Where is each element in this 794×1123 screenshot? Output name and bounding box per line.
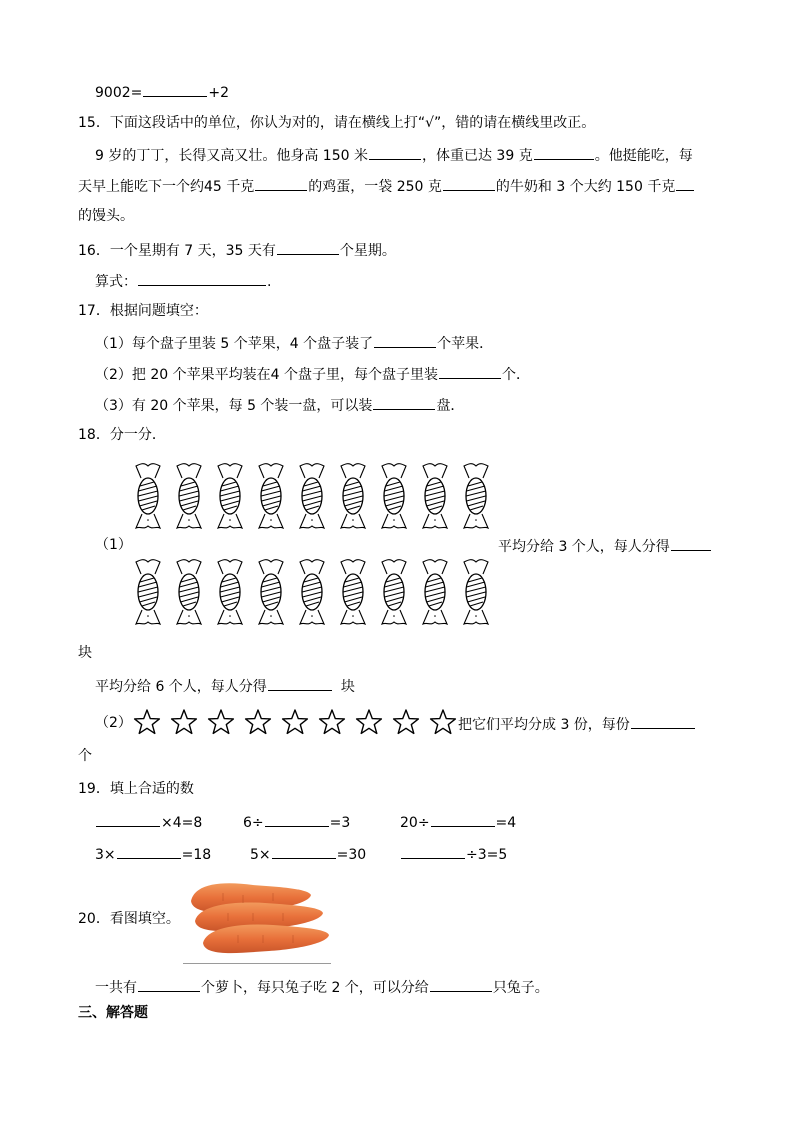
q19-eq5-a: 5× [250, 847, 271, 863]
q15-text6: 的牛奶和 3 个大约 150 千克 [495, 179, 676, 195]
q18-share3-line [498, 536, 712, 556]
q18-share6-unit: 块 [340, 679, 355, 695]
star-icon [133, 708, 161, 736]
image-underline [183, 963, 331, 964]
q16-formula-blank[interactable] [138, 271, 266, 286]
q20-text-c: 只兔子。 [492, 980, 549, 996]
candy-icon [173, 460, 205, 532]
q15-line1 [95, 145, 693, 165]
q17-sub2-a: （2）把 20 个苹果平均装在4 个盘子里，每个盘子里装 [95, 367, 438, 383]
candy-icon [460, 460, 492, 532]
q19-eq6 [400, 844, 507, 864]
q18-stars-line [458, 714, 696, 734]
q18-blank-stars[interactable] [631, 714, 695, 729]
star-icon [281, 708, 309, 736]
q16-text-a: 16．一个星期有 7 天，35 天有 [78, 243, 276, 259]
q18-stars-text: 把它们平均分成 3 份，每份 [458, 717, 630, 733]
q19-eq2-b: =3 [329, 815, 351, 831]
candy-row-bottom [132, 556, 501, 628]
q15-text4: 天早上能吃下一个约45 千克 [78, 179, 255, 195]
q19-eq6-text: ÷3=5 [466, 847, 508, 863]
q18-share6-line [95, 676, 355, 696]
candy-icon [337, 556, 369, 628]
q17-sub1-a: （1）每个盘子里装 5 个苹果，4 个盘子装了 [95, 336, 374, 352]
q17-sub3-a: （3）有 20 个苹果，每 5 个装一盘，可以装 [95, 398, 373, 414]
q20-blank-rabbits[interactable] [430, 977, 492, 992]
q16-line [78, 240, 396, 260]
q17-sub3-b: 盘． [436, 398, 465, 414]
q18-share6-text: 平均分给 6 个人，每人分得 [95, 679, 267, 695]
star-icon [207, 708, 235, 736]
q14-line [95, 82, 229, 102]
candy-icon [296, 460, 328, 532]
q18-part2-label: （2） [95, 715, 132, 731]
q19-eq3-b: =4 [495, 815, 517, 831]
q18-share3-text: 平均分给 3 个人，每人分得 [498, 539, 670, 555]
carrots-image [183, 873, 331, 963]
q15-blank-egg[interactable] [255, 176, 307, 191]
q15-blank-height[interactable] [369, 145, 421, 160]
candy-icon [419, 556, 451, 628]
q20-text-a: 一共有 [95, 980, 137, 996]
q17-sub1-b: 个苹果． [437, 336, 494, 352]
q18-blank-share3[interactable] [671, 536, 711, 551]
q14-blank[interactable] [143, 82, 207, 97]
q19-title: 19．填上合适的数 [78, 781, 194, 797]
star-icon [170, 708, 198, 736]
star-icon [244, 708, 272, 736]
q18-unit: 块 [78, 645, 92, 661]
star-icon [318, 708, 346, 736]
q18-title: 18．分一分． [78, 427, 166, 443]
candy-icon [214, 460, 246, 532]
q19-eq4-b: =18 [181, 847, 212, 863]
q18-ge: 个 [78, 748, 92, 764]
q17-sub1 [95, 333, 493, 353]
candy-icon [337, 460, 369, 532]
q19-eq3 [400, 812, 516, 832]
q15-blank-milk[interactable] [443, 176, 495, 191]
candy-icon [255, 460, 287, 532]
q19-eq3-a: 20÷ [400, 815, 430, 831]
q19-eq5 [250, 844, 366, 864]
star-icon [355, 708, 383, 736]
q15-text5: 的鸡蛋，一袋 250 克 [308, 179, 442, 195]
q19-eq1 [95, 812, 202, 832]
star-row [133, 708, 466, 736]
q15-blank-weight[interactable] [534, 145, 594, 160]
q20-answer-line [95, 977, 549, 997]
candy-icon [173, 556, 205, 628]
q17-sub2-b: 个． [501, 367, 530, 383]
q15-blank-bun[interactable] [676, 176, 694, 191]
q17-blank1[interactable] [374, 333, 436, 348]
q19-blank1[interactable] [96, 812, 160, 827]
q17-sub3 [95, 395, 464, 415]
q15-line3: 的馒头。 [78, 208, 134, 224]
star-icon [429, 708, 457, 736]
candy-icon [460, 556, 492, 628]
q19-blank2[interactable] [265, 812, 329, 827]
q16-dot: . [267, 274, 272, 290]
candy-icon [214, 556, 246, 628]
q17-sub2 [95, 364, 530, 384]
q16-formula-line [95, 271, 271, 291]
candy-row-top [132, 460, 501, 532]
q19-eq1-text: ×4=8 [161, 815, 203, 831]
star-icon [392, 708, 420, 736]
q17-blank2[interactable] [439, 364, 501, 379]
q14-left: 9002= [95, 85, 143, 101]
candy-icon [132, 460, 164, 532]
candy-icon [378, 556, 410, 628]
candy-icon [296, 556, 328, 628]
q19-eq2 [243, 812, 350, 832]
q18-part1-label: （1） [95, 537, 132, 553]
q19-blank3[interactable] [431, 812, 495, 827]
q19-eq2-a: 6÷ [243, 815, 264, 831]
candy-icon [419, 460, 451, 532]
q20-title: 20．看图填空。 [78, 911, 180, 927]
q16-blank[interactable] [277, 240, 339, 255]
section-3-heading: 三、解答题 [78, 1005, 148, 1021]
q16-formula-label: 算式： [95, 274, 137, 290]
q15-line2 [78, 176, 695, 196]
q17-title: 17．根据问题填空： [78, 303, 208, 319]
q15-title: 15．下面这段话中的单位，你认为对的，请在横线上打“√”，错的请在横线里改正。 [78, 115, 596, 131]
q19-blank6[interactable] [401, 844, 465, 859]
candy-icon [378, 460, 410, 532]
q20-blank-count[interactable] [138, 977, 200, 992]
q19-eq4 [95, 844, 211, 864]
q17-blank3[interactable] [373, 395, 435, 410]
q14-right: +2 [208, 85, 229, 101]
candy-icon [255, 556, 287, 628]
q19-eq5-b: =30 [336, 847, 367, 863]
q19-blank4[interactable] [117, 844, 181, 859]
q15-text2: ，体重已达 39 克 [421, 148, 533, 164]
candy-icon [132, 556, 164, 628]
q16-text-b: 个星期。 [339, 243, 396, 259]
q19-eq4-a: 3× [95, 847, 116, 863]
q15-text1: 9 岁的丁丁，长得又高又壮。他身高 150 米 [95, 148, 368, 164]
q20-text-b: 个萝卜，每只兔子吃 2 个，可以分给 [201, 980, 429, 996]
q18-blank-share6[interactable] [268, 676, 332, 691]
q15-text3: 。他挺能吃，每 [594, 148, 693, 164]
q19-blank5[interactable] [272, 844, 336, 859]
